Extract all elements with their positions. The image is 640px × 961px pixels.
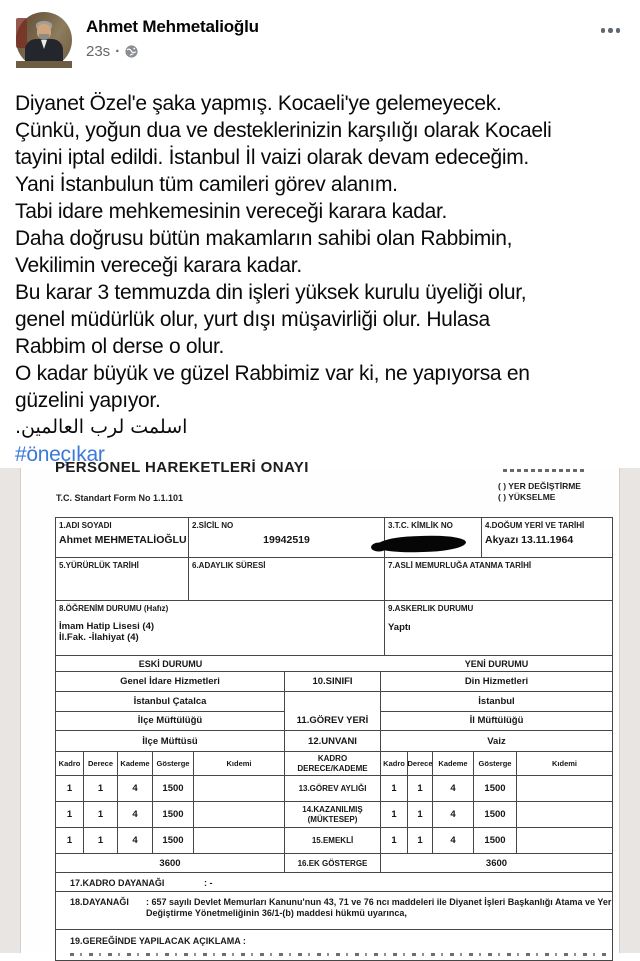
kadro-col-header: Gösterge (153, 752, 194, 775)
kadro-cell: 1 (84, 802, 118, 827)
kadro-cell (517, 802, 612, 827)
kadro-col-header: Kadro (381, 752, 408, 775)
kadro-col-header: Kıdemi (551, 759, 577, 768)
new-status-cell: Din Hizmetleri (381, 672, 612, 692)
author-name[interactable]: Ahmet Mehmetalioğlu (86, 17, 259, 36)
kadro-cell: 4 (118, 802, 153, 827)
field-value: İl.Fak. -İlahiyat (4) (59, 632, 139, 643)
status-mid-label: 10.SINIFI (285, 672, 380, 692)
kadro-col-header: Derece (408, 752, 433, 775)
kadro-col-header: Kademe (433, 752, 474, 775)
note-value: : 657 sayılı Devlet Memurları Kanunu'nun 43, 71 ve 76 ncı maddeleri ile Diyanet İşleri Başkanlığı Atama ve Yer Değiştirme Yönetmeliğinin 36/1-(b) maddesi hükmü uyarınca, (146, 897, 612, 918)
old-status-cell: İstanbul Çatalca (56, 692, 284, 712)
clipped-text-line (70, 953, 606, 956)
field-value: Akyazı 13.11.1964 (485, 534, 574, 546)
post-text-line: Bu karar 3 temmuzda din işleri yüksek kurulu üyeliği olur, (15, 281, 527, 304)
post-text-line: tayini iptal edildi. İstanbul İl vaizi olarak devam edeceğim. (15, 146, 529, 169)
post-text-line: Tabi idare mehkemesinin vereceği karara kadar. (15, 200, 448, 223)
kadro-col-header: Kıdemi (194, 752, 285, 775)
kadro-row-label: 13.GÖREV AYLIĞI (285, 776, 381, 801)
kadro-cell: 1 (381, 828, 408, 853)
ek-gosterge-label: 16.EK GÖSTERGE (285, 854, 381, 872)
info-row-2 (56, 558, 612, 601)
note-value: : - (204, 878, 213, 888)
ek-gosterge-new: 3600 (485, 857, 508, 869)
redaction-mark (376, 534, 467, 553)
field-label: 4.DOĞUM YERİ VE TARİHİ (485, 521, 585, 530)
old-status-header: ESKİ DURUMU (138, 658, 203, 669)
form-number: T.C. Standart Form No 1.1.101 (56, 493, 184, 503)
kadro-header-row (56, 752, 612, 776)
avatar[interactable] (16, 12, 72, 68)
field-value: Yaptı (388, 622, 411, 633)
kadro-col-header: Derece (84, 752, 118, 775)
kadro-cell: 4 (433, 776, 474, 801)
post-header (0, 0, 640, 90)
new-status-cell: Vaiz (487, 735, 506, 747)
ellipsis-icon (616, 28, 621, 33)
avatar-desk (16, 61, 72, 68)
kadro-col-header: Kadro (56, 752, 84, 775)
kadro-cell (517, 776, 612, 801)
ek-gosterge-row (56, 854, 612, 873)
kadro-mid-header: KADRO DERECE/KADEME (285, 752, 381, 775)
post-text-line: genel müdürlük olur, yurt dışı müşavirliği olur. Hulasa (15, 308, 490, 331)
info-row-1 (56, 518, 612, 558)
post-text-line: güzelini yapıyor. (15, 389, 161, 412)
kadro-row-label: 14.KAZANILMIŞ (MÜKTESEP) (285, 802, 381, 827)
status-mid-label: 12.UNVANI (308, 735, 357, 747)
kadro-row (56, 828, 612, 854)
kadro-cell: 1500 (153, 776, 194, 801)
kadro-cell (517, 828, 612, 853)
post-text-line: Diyanet Özel'e şaka yapmış. Kocaeli'ye gelemeyecek. (15, 92, 502, 115)
post-text-line-arabic: اسلمت لرب العالمين. (15, 416, 188, 438)
status-mid-label: 11.GÖREV YERİ (285, 692, 380, 732)
kadro-cell: 1 (56, 776, 84, 801)
avatar-background (16, 18, 27, 48)
kadro-cell (194, 776, 285, 801)
kadro-cell: 1 (84, 776, 118, 801)
kadro-cell: 1 (408, 828, 433, 853)
kadro-cell: 4 (433, 828, 474, 853)
old-status-cell: İlçe Müftüsü (142, 735, 198, 747)
field-value: İmam Hatip Lisesi (4) (59, 621, 155, 632)
status-header-row (56, 656, 612, 672)
kadro-cell: 4 (118, 776, 153, 801)
kadro-cell: 1500 (474, 776, 517, 801)
post-text-line: Çünkü, yoğun dua ve desteklerinizin karşılığı olarak Kocaeli (15, 119, 552, 142)
field-label: 6.ADAYLIK SÜRESİ (192, 561, 266, 570)
field-label: 5.YÜRÜRLÜK TARİHİ (59, 561, 139, 570)
note-18 (56, 892, 612, 930)
ellipsis-icon (601, 28, 606, 33)
kadro-cell: 1500 (153, 802, 194, 827)
kadro-cell: 4 (118, 828, 153, 853)
attached-document-image[interactable] (0, 459, 640, 953)
new-status-cell: İl Müftülüğü (381, 712, 612, 732)
kadro-cell: 1 (56, 828, 84, 853)
old-status-cell: İlçe Müftülüğü (56, 712, 284, 732)
kadro-cell: 4 (433, 802, 474, 827)
kadro-col-header: Kademe (118, 752, 153, 775)
kadro-cell (194, 802, 285, 827)
post-text-line: Daha doğrusu bütün makamların sahibi olan Rabbimin, (15, 227, 513, 250)
post-text-line: Yani İstanbulun tüm camileri görev alanım. (15, 173, 398, 196)
hashtag-link[interactable]: #öneçıkar (15, 443, 105, 466)
meta-separator: · (115, 43, 121, 60)
new-status-header: YENİ DURUMU (464, 658, 529, 669)
kadro-row-label: 15.EMEKLİ (285, 828, 381, 853)
post-text-line: Rabbim ol derse o olur. (15, 335, 225, 358)
field-value: Ahmet MEHMETALİOĞLU (59, 534, 187, 546)
field-label: 9.ASKERLIK DURUMU (388, 604, 474, 613)
kadro-row (56, 776, 612, 802)
kadro-cell: 1500 (474, 828, 517, 853)
kadro-row (56, 802, 612, 828)
field-value: 19942519 (263, 534, 310, 546)
kadro-cell: 1 (84, 828, 118, 853)
note-19 (56, 930, 612, 960)
info-row-3 (56, 601, 612, 656)
note-label: 17.KADRO DAYANAĞI (70, 878, 165, 888)
kadro-cell: 1 (408, 802, 433, 827)
more-options-button[interactable] (595, 22, 627, 39)
kadro-cell: 1 (56, 802, 84, 827)
field-label: 3.T.C. KİMLİK NO (388, 521, 453, 530)
ek-gosterge-old: 3600 (56, 854, 285, 872)
timestamp[interactable]: 23s (86, 43, 111, 60)
field-label: 8.ÖĞRENİM DURUMU (Hafız) (59, 604, 169, 613)
post-text-line: Vekilimin vereceği karara kadar. (15, 254, 302, 277)
globe-audience-icon (125, 45, 138, 58)
field-label: 2.SİCİL NO (192, 521, 234, 530)
note-label: 19.GEREĞİNDE YAPILACAK AÇIKLAMA : (70, 936, 246, 946)
kadro-cell: 1500 (153, 828, 194, 853)
note-label: 18.DAYANAĞI (70, 897, 129, 907)
kadro-col-header: Gösterge (474, 752, 517, 775)
kadro-cell (194, 828, 285, 853)
checkbox-yer-degistirme: ( ) YER DEĞİŞTİRME (498, 481, 581, 491)
kadro-cell: 1 (381, 776, 408, 801)
new-status-cell: İstanbul (381, 692, 612, 712)
checkbox-list (498, 468, 616, 503)
field-label: 1.ADI SOYADI (59, 521, 112, 530)
note-17 (56, 873, 612, 892)
field-label: 7.ASLİ MEMURLUĞA ATANMA TARİHİ (388, 561, 532, 570)
kadro-cell: 1 (408, 776, 433, 801)
ellipsis-icon (608, 28, 613, 33)
old-status-cell: Genel İdare Hizmetleri (56, 672, 284, 692)
kadro-cell: 1500 (474, 802, 517, 827)
post-meta (86, 43, 138, 60)
clipped-checkbox-line (503, 469, 587, 472)
post-text (0, 90, 640, 468)
document-table (55, 517, 613, 961)
kadro-cell: 1 (381, 802, 408, 827)
post-text-line: O kadar büyük ve güzel Rabbimiz var ki, ne yapıyorsa en (15, 362, 530, 385)
status-block (56, 672, 612, 752)
document-paper (20, 459, 620, 953)
checkbox-yukselme: ( ) YÜKSELME (498, 492, 556, 502)
document-title-clipped: PERSONEL HAREKETLERİ ONAYI (55, 459, 309, 476)
avatar-beard (39, 34, 49, 40)
